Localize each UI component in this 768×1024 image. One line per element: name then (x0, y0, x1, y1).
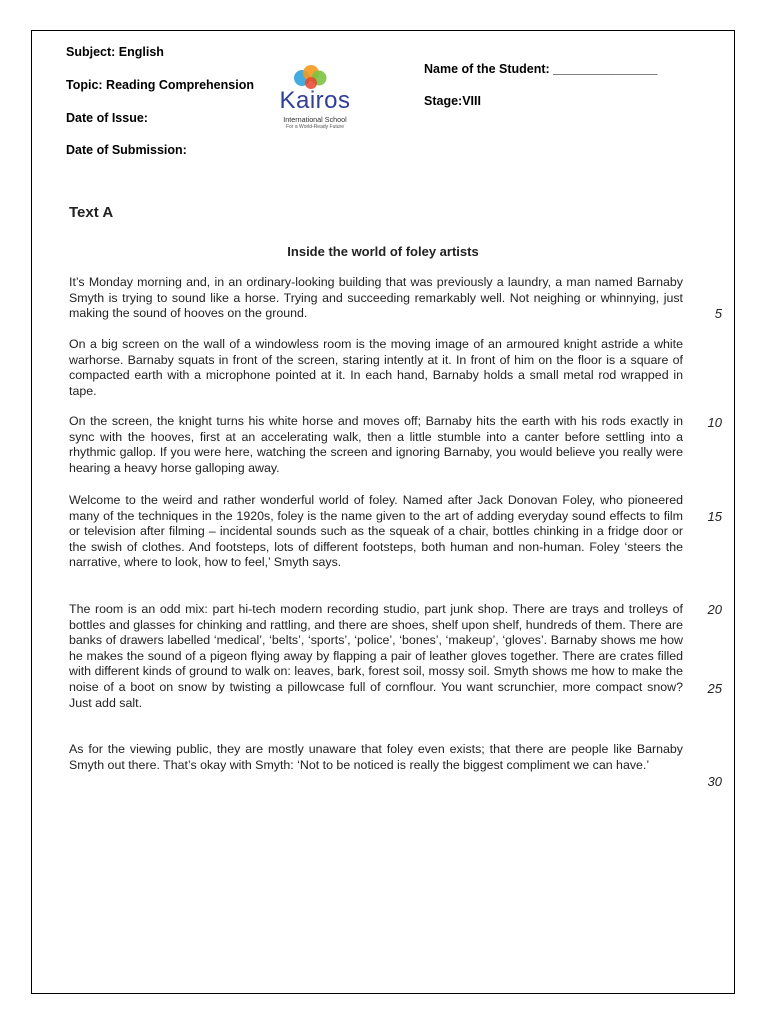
line-number: 25 (707, 681, 722, 696)
worksheet-page (31, 30, 735, 994)
logo-school-name: International School (283, 115, 347, 124)
paragraph-2: On a big screen on the wall of a windowless room is the moving image of an armoured knight astride a white warhorse. Barnaby squats in front of the screen, staring intently at it. In front of him on the floor is a square of compacted earth with a microphone pointed at it. In each hand, Barnaby holds a small metal rod wrapped in tape. (69, 337, 683, 398)
line-number: 30 (707, 774, 722, 789)
text-label: Text A (69, 204, 114, 221)
paragraph-6: As for the viewing public, they are mostly unaware that foley even exists; that there are people like Barnaby Smyth out there. That’s okay with Smyth: ‘Not to be noticed is really the biggest compliment we can have.’ (69, 742, 683, 772)
paragraph-1: It’s Monday morning and, in an ordinary-looking building that was previously a laundry, a man named Barnaby Smyth is trying to sound like a horse. Trying and succeeding remarkably well. Not neighing or whinnying, just making the sound of hooves on the ground. (69, 275, 683, 321)
paragraph-4: Welcome to the weird and rather wonderful world of foley. Named after Jack Donovan Foley, who pioneered many of the techniques in the 1920s, foley is the name given to the art of adding everyday sound effects to film or television after filming – incidental sounds such as the squeak of a chair, bottles chinking in a fridge door or the swish of clothes. And footsteps, lots of different footsteps, both human and non-human. Foley ‘steers the narrative, where to look, how to feel,’ Smyth says. (69, 493, 683, 570)
logo-tagline: For a World-Ready Future (286, 124, 344, 130)
line-number: 15 (707, 509, 722, 524)
line-number: 20 (707, 602, 722, 617)
logo-wordmark: Kairos (279, 87, 351, 114)
date-of-submission-label: Date of Submission: (66, 143, 187, 157)
date-of-issue-label: Date of Issue: (66, 111, 148, 125)
paragraph-5: The room is an odd mix: part hi-tech modern recording studio, part junk shop. There are trays and trolleys of bottles and glasses for chinking and rattling, and there are shoes, shelf upon shelf, hundreds of them. There are banks of drawers labelled ‘medical’, ‘belts’, ‘sports’, ‘police’, ‘bones’, ‘makeup’, ‘gloves’. Barnaby shows me how he makes the sound of a pigeon flying away by flapping a pair of leather gloves together. There are crates filled with different kinds of ground to walk on: leaves, bark, forest soil, mossy soil. Smyth shows me how to make the noise of a boot on snow by twisting a pillowcase full of cornflour. You want scrunchier, more compact snow? Just add salt. (69, 602, 683, 710)
student-name-field: Name of the Student: _______________ (424, 62, 658, 76)
school-logo (269, 64, 379, 130)
topic-label: Topic: Reading Comprehension (66, 78, 254, 92)
article-title: Inside the world of foley artists (287, 244, 479, 259)
stage-label: Stage:VIII (424, 94, 481, 108)
subject-label: Subject: English (66, 45, 164, 59)
line-number: 10 (707, 415, 722, 430)
paragraph-3: On the screen, the knight turns his white horse and moves off; Barnaby hits the earth with his rods exactly in sync with the hooves, first at an accelerating walk, then a little stumble into a canter before settling into a rhythmic gallop. If you were here, watching the screen and ignoring Barnaby, you would believe you really were hearing a heavy horse galloping away. (69, 414, 683, 475)
line-number: 5 (714, 306, 722, 321)
